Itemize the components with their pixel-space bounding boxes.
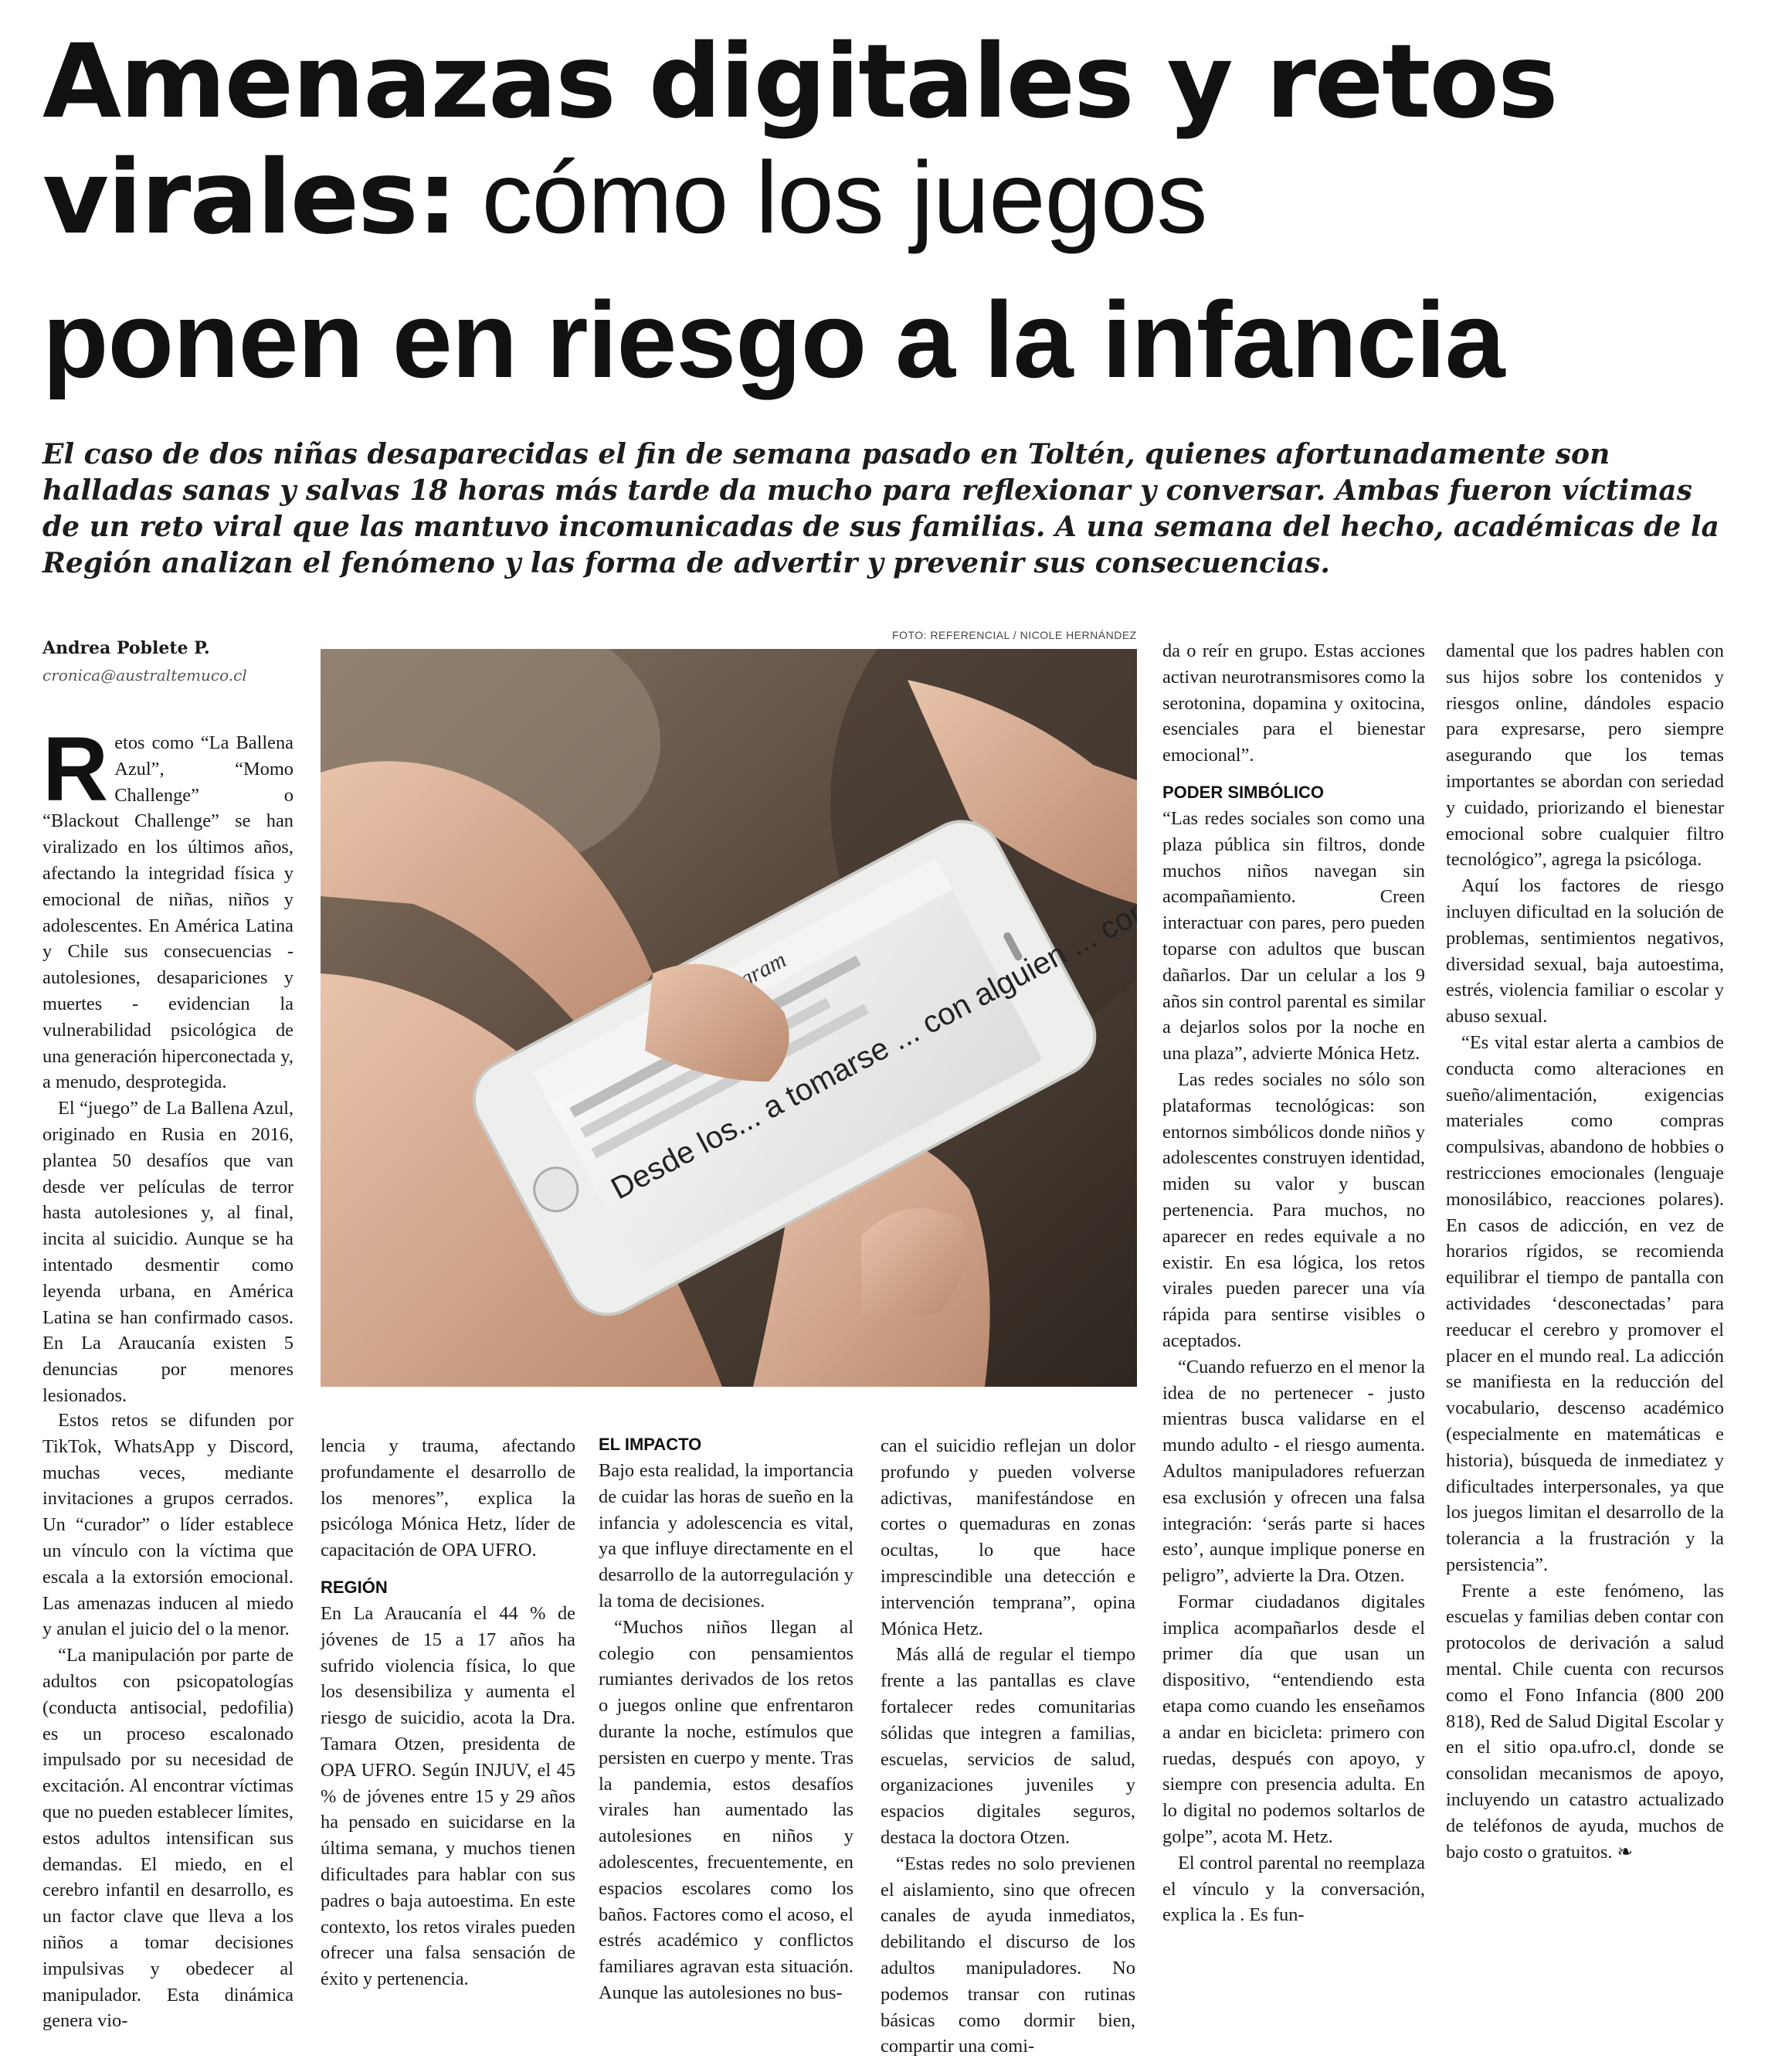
column-6 <box>1446 638 1724 1865</box>
subhead-poder-simbolico: PODER SIMBÓLICO <box>1162 782 1325 802</box>
paragraph: lencia y trauma, afectando profundamente el desarrollo de los menores”, explica la psicóloga Mónica Hetz, líder de capacitación de OPA UFRO. <box>321 1435 575 1561</box>
paragraph: “Las redes sociales son como una plaza pública sin filtros, donde muchos niños navegan sin acompañamiento. Creen interactuar con pares, pero pueden toparse con adultos que buscan dañarlos. Dar un celular a los 9 años sin control parental es similar a dejarlos solos por la noche en una plaza”, advierte Mónica Hetz. <box>1162 807 1425 1065</box>
headline-bold-part: virales: <box>42 138 456 257</box>
paragraph: Formar ciudadanos digitales implica acompañarlos desde el primer día que usan un dispositivo, “entendiendo esta etapa como cuando les enseñamos a andar en bicicleta: primero con ruedas, después con apoyo, y siempre con presencia adulta. En lo digital no podemos soltarlos de golpe”, acota M. Hetz. <box>1162 1591 1425 1848</box>
column-3 <box>599 1433 853 2006</box>
paragraph: Las redes sociales no sólo son plataformas tecnológicas: son entornos simbólicos donde niños y adolescentes construyen identidad, miden su valor y buscan pertenencia. Para muchos, no aparecer en redes equivale a no existir. En esa lógica, los retos virales pueden parecer una vía rápida para sentirse visibles o aceptados. <box>1162 1068 1425 1351</box>
paragraph: da o reír en grupo. Estas acciones activan neurotransmisores como la serotonina, dopamina y oxitocina, esenciales para el bienestar emocional”. <box>1162 640 1425 766</box>
column-2 <box>321 1433 575 1992</box>
photo-illustration <box>321 649 1137 1387</box>
screen-text: Desde los... a tomarse ... con alguien ... contigo <box>606 869 1137 1207</box>
paragraph: En La Araucanía el 44 % de jóvenes de 15 a 17 años ha sufrido violencia física, lo que los desensibiliza y aumenta el riesgo de suicidio, acota la Dra. Tamara Otzen, presidenta de OPA UFRO. Según INJUV, el 45 % de jóvenes entre 15 y 29 años ha pensado en suicidarse en la última semana, y muchos tienen dificultades para hablar con sus padres o baja autoestima. En este contexto, los retos virales pueden ofrecer una falsa sensación de éxito y pertenencia. <box>321 1602 575 1990</box>
article-photo <box>321 649 1137 1387</box>
photo-credit: FOTO: REFERENCIAL / NICOLE HERNÁNDEZ <box>892 629 1137 641</box>
paragraph <box>1446 1578 1724 1866</box>
paragraph: “La manipulación por parte de adultos con psicopatologías (conducta antisocial, pedofilia) es un proceso escalonado impulsado por su necesidad de excitación. Al encontrar víctimas que no pueden establecer límites, estos adultos intensifican sus demandas. El miedo, en el cerebro infantil en desarrollo, es un factor clave que lleva a los niños a tomar decisiones impulsivas y obedecer al manipulador. Esta dinámica genera vio- <box>42 1645 294 2032</box>
subhead-impacto: EL IMPACTO <box>599 1435 702 1454</box>
paragraph: “Cuando refuerzo en el menor la idea de no pertenecer - justo mientras busca validarse en el mundo adulto - el riesgo aumenta. Adultos manipuladores refuerzan esa exclusión y ofrecen una falsa integración: ‘serás parte si haces esto’, aunque implique ponerse en peligro”, advierte la Dra. Otzen. <box>1162 1356 1425 1587</box>
headline-line-1: Amenazas digitales y retos <box>42 22 1557 141</box>
headline-line-3: ponen en riesgo a la infancia <box>42 279 1505 400</box>
subhead-region: REGIÓN <box>321 1577 388 1597</box>
paragraph: El “juego” de La Ballena Azul, originado en Rusia en 2016, plantea 50 desafíos que van desde ver películas de terror hasta autolesiones y, al final, incita al suicidio. Aunque se ha intentado desmentir como leyenda urbana, en América Latina se han confirmado casos. En La Araucanía existen 5 denuncias por menores lesionados. <box>42 1098 294 1406</box>
paragraph: “Estas redes no solo previenen el aislamiento, sino que ofrecen canales de ayuda inmediatos, debilitando el discurso de los adultos manipuladores. No podemos transar con rutinas básicas como dormir bien, compartir una comi- <box>881 1853 1135 2057</box>
paragraph: damental que los padres hablen con sus hijos sobre los contenidos y riesgos online, dándoles espacio para expresarse, pero siempre asegurando que los temas importantes se abordan con seriedad y cuidado, priorizando el bienestar emocional sobre cualquier filtro tecnológico”, agrega la psicóloga. <box>1446 640 1724 871</box>
paragraph: Aquí los factores de riesgo incluyen dificultad en la solución de problemas, sentimientos negativos, diversidad sexual, baja autoestima, estrés, violencia familiar o escolar y abuso sexual. <box>1446 875 1724 1028</box>
paragraph: Bajo esta realidad, la importancia de cuidar las horas de sueño en la infancia y adolescencia es vital, ya que influye directamente en el desarrollo de la autorregulación y la toma de decisiones. <box>599 1460 853 1612</box>
dropcap: R <box>42 718 109 820</box>
headline-line-2 <box>42 138 1207 257</box>
column-1-lower <box>42 1408 294 2034</box>
end-mark-icon: ❧ <box>1617 1841 1633 1863</box>
paragraph: Estos retos se difunden por TikTok, WhatsApp y Discord, muchas veces, mediante invitaciones a grupos cerrados. Un “curador” o líder establece un vínculo con la víctima que escala a la extorsión emocional. Las amenazas inducen al miedo y anulan el juicio del o la menor. <box>42 1410 294 1640</box>
column-1 <box>42 718 294 1409</box>
paragraph: El control parental no reemplaza el vínculo y la conversación, explica la . Es fun- <box>1162 1852 1425 1926</box>
paragraph-text: Frente a este fenómeno, las escuelas y familias deben contar con protocolos de derivación a salud mental. Chile cuenta con recursos como el Fono Infancia (800 200 818), Red de Salud Digital Escolar y en el sitio opa.ufro.cl, donde se consolidan mecanismos de apoyo, incluyendo un catastro actualizado de teléfonos de ayuda, muchos de bajo costo o gratuitos. <box>1446 1580 1724 1863</box>
byline-email: cronica@australtemuco.cl <box>42 666 247 684</box>
headline-light-part: cómo los juegos <box>481 141 1207 254</box>
paragraph: can el suicidio reflejan un dolor profundo y pueden volverse adictivas, manifestándose en cortes o quemaduras en zonas ocultas, lo que hace imprescindible una detección e intervención temprana”, opina Mónica Hetz. <box>881 1435 1135 1639</box>
byline-author: Andrea Poblete P. <box>42 638 210 658</box>
paragraph: Más allá de regular el tiempo frente a las pantallas es clave fortalecer redes comunitarias sólidas que integren a familias, escuelas, servicios de salud, organizaciones juveniles y espacios digitales seguros, destaca la doctora Otzen. <box>881 1644 1135 1848</box>
paragraph: “Muchos niños llegan al colegio con pensamientos rumiantes derivados de los retos o juegos online que enfrentaron durante la noche, estímulos que persisten en cuerpo y mente. Tras la pandemia, estos desafíos virales han aumentado las autolesiones en niños y adolescentes, frecuentemente, en espacios escolares como los baños. Factores como el acoso, el estrés académico y conflictos familiares agravan esta situación. Aunque las autolesiones no bus- <box>599 1616 853 2003</box>
column-5 <box>1162 638 1425 1928</box>
paragraph: etos como “La Ballena Azul”, “Momo Challenge” o “Blackout Challenge” se han viralizado en los últimos años, afectando la integridad física y emocional de niñas, niños y adolescentes. En América Latina y Chile sus consecuencias - autolesiones, desapariciones y muertes - evidencian la vulnerabilidad psicológica de una generación hiperconectada y, a menudo, desprotegida. <box>42 732 294 1093</box>
column-4 <box>881 1433 1135 2060</box>
paragraph: “Es vital estar alerta a cambios de conducta como alteraciones en sueño/alimentación, exigencias materiales como compras compulsivas, abandono de hobbies o restricciones emocionales (lenguaje monosilábico, reacciones polares). En casos de adicción, en vez de horarios rígidos, se recomienda equilibrar el tiempo de pantalla con actividades ‘desconectadas’ para reeducar el cerebro y promover el placer en el mundo real. La adicción se manifiesta en la reducción del vocabulario, descenso académico (especialmente en matemáticas e historia), búsqueda de inmediatez y dificultades interpersonales, ya que los juegos limitan el desarrollo de la tolerancia a la frustración y la persistencia”. <box>1446 1031 1724 1575</box>
lead-paragraph: El caso de dos niñas desaparecidas el fin de semana pasado en Toltén, quienes afortunadamente son halladas sanas y salvas 18 horas más tarde da mucho para reflexionar y conversar. Ambas fueron víctimas de un reto viral que las mantuvo incomunicadas de sus familias. A una semana del hecho, académicas de la Región analizan el fenómeno y las forma de advertir y prevenir sus consecuencias. <box>42 438 1719 579</box>
